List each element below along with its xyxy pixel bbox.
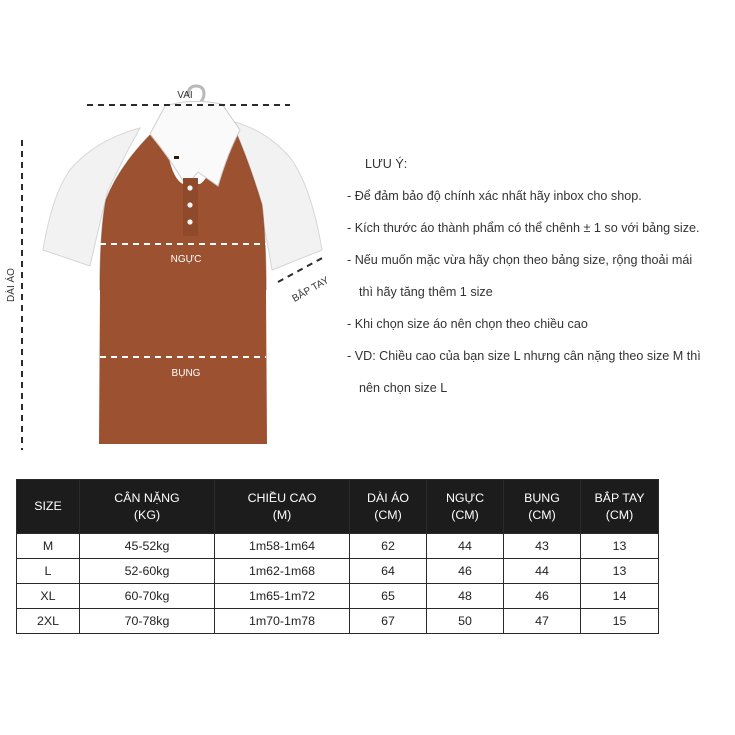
cell-height: 1m70-1m78 xyxy=(215,609,350,634)
cell-size: M xyxy=(17,534,80,559)
cell-length: 67 xyxy=(350,609,427,634)
notes-title: LƯU Ý: xyxy=(365,157,408,171)
note-line-3: - Nếu muốn mặc vừa hãy chọn theo bảng size, rộng thoải mái xyxy=(347,253,693,267)
size-table xyxy=(16,479,659,634)
cell-sleeve: 13 xyxy=(581,534,659,559)
notes-panel xyxy=(347,148,732,404)
table-header-row xyxy=(17,480,659,534)
cell-chest: 50 xyxy=(427,609,504,634)
cell-waist: 46 xyxy=(504,584,581,609)
header-chest: NGỰC (CM) xyxy=(427,480,504,534)
button-3 xyxy=(187,219,192,224)
cell-sleeve: 15 xyxy=(581,609,659,634)
note-line-2: - Kích thước áo thành phẩm có thể chênh ± 1 so với bảng size. xyxy=(347,221,700,235)
table-row xyxy=(17,559,659,584)
chest-label: NGỰC xyxy=(170,254,202,265)
note-line-4: thì hãy tăng thêm 1 size xyxy=(359,285,493,299)
button-1 xyxy=(187,185,192,190)
cell-weight: 60-70kg xyxy=(80,584,215,609)
shoulder-label: VAI xyxy=(177,90,193,101)
table-row xyxy=(17,584,659,609)
cell-length: 62 xyxy=(350,534,427,559)
cell-chest: 46 xyxy=(427,559,504,584)
header-waist: BỤNG (CM) xyxy=(504,480,581,534)
header-size: SIZE xyxy=(17,480,80,534)
header-height: CHIỀU CAO (M) xyxy=(215,480,350,534)
cell-waist: 44 xyxy=(504,559,581,584)
note-line-5: - Khi chọn size áo nên chọn theo chiều cao xyxy=(347,317,588,331)
cell-chest: 44 xyxy=(427,534,504,559)
cell-size: XL xyxy=(17,584,80,609)
cell-height: 1m65-1m72 xyxy=(215,584,350,609)
waist-label: BỤNG xyxy=(171,368,201,379)
cell-size: 2XL xyxy=(17,609,80,634)
length-label: DÀI ÁO xyxy=(6,268,17,302)
cell-weight: 70-78kg xyxy=(80,609,215,634)
cell-sleeve: 13 xyxy=(581,559,659,584)
cell-sleeve: 14 xyxy=(581,584,659,609)
cell-waist: 43 xyxy=(504,534,581,559)
note-line-7: nên chọn size L xyxy=(359,381,448,395)
cell-chest: 48 xyxy=(427,584,504,609)
cell-waist: 47 xyxy=(504,609,581,634)
cell-length: 64 xyxy=(350,559,427,584)
table-row xyxy=(17,534,659,559)
cell-weight: 52-60kg xyxy=(80,559,215,584)
table-row xyxy=(17,609,659,634)
cell-length: 65 xyxy=(350,584,427,609)
header-weight: CÂN NẶNG (KG) xyxy=(80,480,215,534)
cell-weight: 45-52kg xyxy=(80,534,215,559)
header-sleeve: BẮP TAY (CM) xyxy=(581,480,659,534)
note-line-1: - Để đảm bảo độ chính xác nhất hãy inbox cho shop. xyxy=(347,189,642,203)
shirt-diagram xyxy=(0,0,345,465)
cell-height: 1m58-1m64 xyxy=(215,534,350,559)
sleeve-label: BẮP TAY xyxy=(290,274,331,305)
button-2 xyxy=(187,202,192,207)
cell-height: 1m62-1m68 xyxy=(215,559,350,584)
logo-icon xyxy=(174,156,179,159)
header-length: DÀI ÁO (CM) xyxy=(350,480,427,534)
note-line-6: - VD: Chiều cao của bạn size L nhưng cân nặng theo size M thì xyxy=(347,349,701,363)
cell-size: L xyxy=(17,559,80,584)
